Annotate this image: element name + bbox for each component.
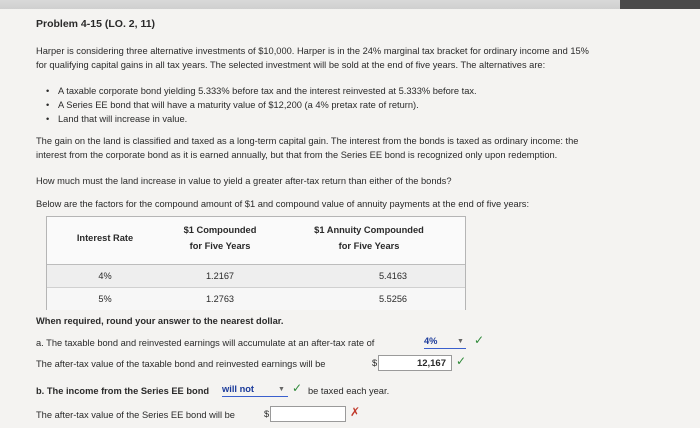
header-annuity-2: for Five Years: [338, 241, 400, 251]
part-b-value-label: The after-tax value of the Series EE bond will be: [36, 410, 235, 420]
gain-line-2: interest from the corporate bond as it is earned annually, but that from the Series EE bond is recognized only upon redemption.: [36, 150, 558, 160]
part-a-value-label: The after-tax value of the taxable bond and reinvested earnings will be: [36, 359, 326, 369]
alternative-item: • A taxable corporate bond yielding 5.333% before tax and the interest reinvested at 5.333% before tax.: [58, 86, 477, 96]
part-b-text: b. The income from the Series EE bond: [36, 386, 210, 396]
header-compound-1: $1 Compounded: [183, 225, 257, 235]
part-a-text: a. The taxable bond and reinvested earnings will accumulate at an after-tax rate of: [36, 338, 375, 348]
cell-annuity: 5.4163: [378, 271, 408, 281]
chevron-down-icon: ▼: [457, 338, 464, 345]
check-icon: ✓: [474, 333, 485, 347]
alternative-item: • A Series EE bond that will have a maturity value of $12,200 (a 4% pretax rate of return).: [58, 100, 419, 110]
cross-icon: ✗: [350, 405, 361, 419]
cell-compound: 1.2763: [205, 294, 235, 304]
cell-compound: 1.2167: [205, 271, 235, 281]
header-annuity-1: $1 Annuity Compounded: [314, 225, 424, 235]
part-b-text-after: be taxed each year.: [308, 386, 390, 396]
table-header: [47, 217, 465, 263]
rounding-instruction: When required, round your answer to the nearest dollar.: [36, 316, 284, 326]
intro-line-1: Harper is considering three alternative investments of $10,000. Harper is in the 24% marginal tax bracket for ordinary income and 15%: [36, 46, 589, 56]
cell-rate: 5%: [98, 294, 112, 304]
part-b-selected: will not: [222, 384, 255, 394]
header-compound-2: for Five Years: [189, 241, 251, 251]
check-icon: ✓: [456, 354, 467, 368]
alternative-item: • Land that will increase in value.: [58, 114, 187, 124]
problem-page: [28, 10, 700, 428]
cell-rate: 4%: [98, 271, 112, 281]
factor-table: [46, 216, 466, 310]
factors-intro: Below are the factors for the compound amount of $1 and compound value of annuity payments at the end of five years:: [36, 199, 530, 209]
part-b-value-input[interactable]: [270, 406, 346, 422]
part-a-rate-select[interactable]: [424, 336, 466, 349]
part-a-value-input[interactable]: 12,167: [378, 355, 452, 371]
gain-line-1: The gain on the land is classified and taxed as a long-term capital gain. The interest from the bonds is taxed as ordinary income: the: [36, 136, 579, 146]
problem-title: Problem 4-15 (LO. 2, 11): [36, 18, 156, 30]
check-icon: ✓: [292, 381, 303, 395]
cell-annuity: 5.5256: [378, 294, 408, 304]
question-text: How much must the land increase in value to yield a greater after-tax return than either of the bonds?: [36, 176, 452, 186]
window-top-bar: [0, 0, 700, 9]
part-a-currency: $: [372, 358, 378, 368]
part-a-rate-selected: 4%: [424, 336, 438, 346]
part-b-currency: $: [264, 409, 270, 419]
part-b-taxed-select[interactable]: [222, 384, 288, 397]
header-interest-rate: Interest Rate: [76, 233, 134, 243]
table-row: [47, 264, 465, 287]
intro-line-2: for qualifying capital gains in all tax years. The selected investment will be sold at the end of five years. The alternatives are:: [36, 60, 546, 70]
chevron-down-icon: ▼: [278, 386, 285, 393]
window-top-bar-dark: [620, 0, 700, 9]
table-row: [47, 287, 465, 310]
